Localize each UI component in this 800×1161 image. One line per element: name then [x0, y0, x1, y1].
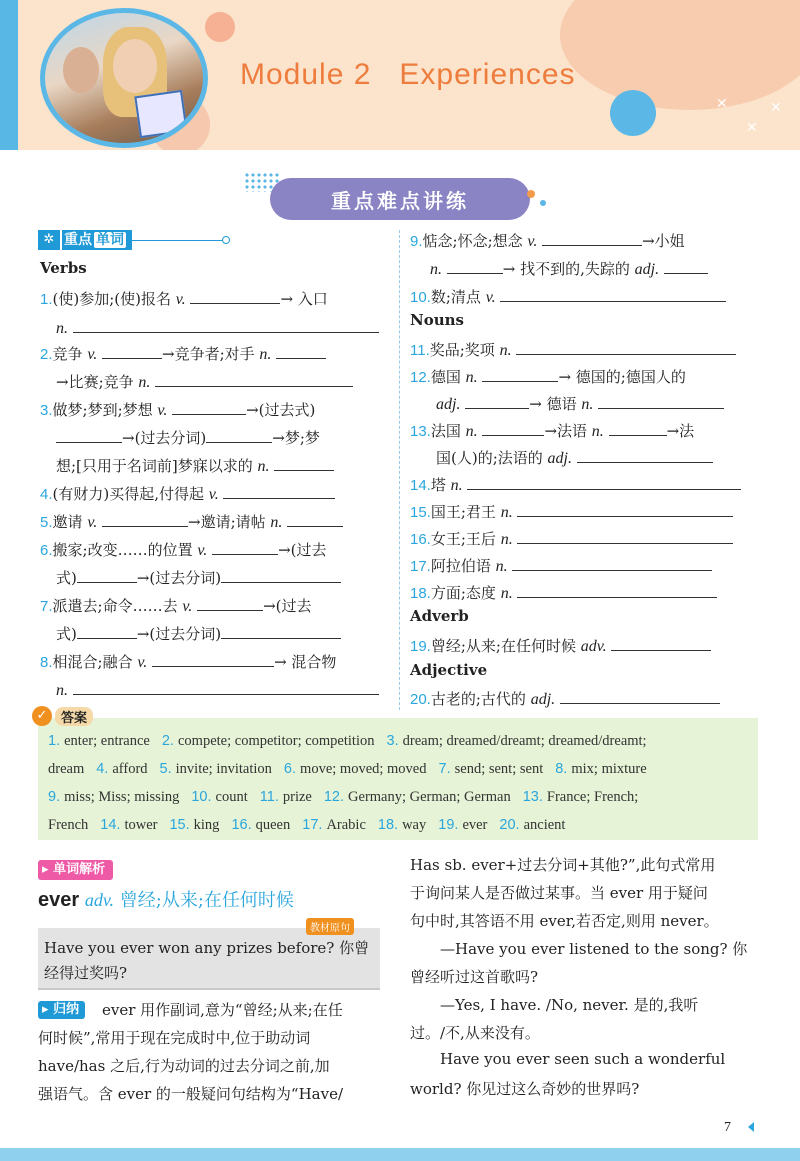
vocab-item-13: 13.法国 n. →法语 n. →法	[410, 422, 695, 440]
header-decor-circle	[610, 90, 656, 136]
answer-item: 16. queen	[231, 817, 291, 833]
vocab-item-18: 18.方面;态度 n.	[410, 583, 717, 604]
dialogue-line: 过。/不,从来没有。	[410, 1024, 540, 1042]
word-headword: ever adv. 曾经;从来;在任何时候	[38, 889, 294, 911]
vocab-item-9-cont: n. → 找不到的,失踪的 adj.	[430, 259, 708, 280]
vocab-item-12-cont: adj. → 德语 n.	[436, 394, 724, 415]
vocab-item-12: 12.德国 n. → 德国的;德国人的	[410, 368, 686, 386]
answer-item: 3. dream; dreamed/dreamt; dreamed/dreamt;	[386, 733, 647, 749]
answer-item: 17. Arabic	[302, 817, 366, 833]
answer-line	[48, 817, 577, 834]
vocab-item-17: 17.阿拉伯语 n.	[410, 556, 712, 577]
key-words-title: 重点 单词	[60, 230, 132, 250]
adverb-heading: Adverb	[410, 607, 469, 625]
answer-item: 12. Germany; German; German	[323, 789, 511, 805]
vocab-item-6-cont: 式) →(过去分词)	[56, 568, 341, 588]
answer-item: 1. enter; entrance	[48, 733, 150, 749]
answer-item: 8. mix; mixture	[555, 761, 647, 777]
vocab-item-10: 10.数;清点 v.	[410, 287, 726, 308]
vocab-item-9: 9.惦念;怀念;想念 v. →小姐	[410, 232, 685, 250]
page-number: 7	[724, 1120, 731, 1135]
answer-item: 6. move; moved; moved	[283, 761, 427, 777]
vocab-item-2: 2.竞争 v. →竞争者;对手 n.	[40, 344, 326, 365]
label-rule-end	[222, 236, 230, 244]
answer-item: 5. invite; invitation	[159, 761, 272, 777]
dialogue-line: 曾经听过这首歌吗?	[410, 968, 539, 986]
example-line: world? 你见过这么奇妙的世界吗?	[410, 1080, 640, 1098]
page-arrow-icon	[748, 1122, 754, 1132]
word-analysis-tag: ▸ 单词解析	[38, 860, 113, 880]
answer-item: 10. count	[191, 789, 248, 805]
answer-line	[48, 761, 659, 778]
adjective-heading: Adjective	[410, 661, 488, 679]
vocab-item-20: 20.古老的;古代的 adj.	[410, 689, 720, 710]
header-decor-blob	[560, 0, 800, 110]
answer-label: 答案	[55, 707, 93, 726]
answer-item: 20. ancient	[499, 817, 566, 833]
sparkle-icon: ✕	[716, 96, 728, 112]
header-decor-circle	[205, 12, 235, 42]
summary-line: Has sb. ever+过去分词+其他?”,此句式常用	[410, 856, 716, 874]
answer-item: 11. prize	[259, 789, 312, 805]
summary-tag: ▸ 归纳	[38, 1001, 85, 1019]
answer-line	[48, 789, 650, 806]
banner-decor-dot	[540, 200, 546, 206]
header-accent-stripe	[0, 0, 18, 150]
vocab-item-2-cont: →比赛;竞争 n.	[56, 372, 353, 393]
vocab-item-3-cont2: 想;[只用于名词前]梦寐以求的 n.	[56, 456, 334, 477]
module-title: Module 2 Experiences	[240, 58, 576, 91]
vocab-item-7: 7.派遣去;命令……去 v. →(过去	[40, 597, 312, 615]
answer-item: 18. way	[377, 817, 427, 833]
banner-decor-dot	[527, 190, 535, 198]
summary-line: 强语气。含 ever 的一般疑问句结构为“Have/	[38, 1085, 344, 1103]
answer-item: 14. tower	[100, 817, 158, 833]
verbs-heading: Verbs	[40, 259, 87, 277]
example-line: Have you ever seen such a wonderful	[440, 1050, 726, 1068]
answer-item: 9. miss; Miss; missing	[48, 789, 180, 805]
vocab-item-11: 11.奖品;奖项 n.	[410, 340, 736, 361]
answer-item: 2. compete; competitor; competition	[161, 733, 375, 749]
nouns-heading: Nouns	[410, 311, 464, 329]
vocab-item-3-cont: →(过去分词) →梦;梦	[56, 428, 320, 448]
answer-item: dream	[48, 761, 85, 777]
summary-line: ever 用作副词,意为“曾经;从来;在任	[102, 1001, 343, 1019]
answer-line	[48, 733, 659, 750]
summary-line: 句中时,其答语不用 ever,若否定,则用 never。	[410, 912, 719, 930]
answer-item: 15. king	[169, 817, 220, 833]
vocab-item-5: 5.邀请 v. →邀请;请帖 n.	[40, 512, 343, 533]
key-words-label	[38, 230, 230, 250]
vocab-item-6: 6.搬家;改变……的位置 v. →(过去	[40, 541, 327, 559]
answer-item: 7. send; sent; sent	[438, 761, 544, 777]
answer-item: French	[48, 817, 89, 833]
summary-line: 何时候”,常用于现在完成时中,位于助动词	[38, 1029, 311, 1047]
vocab-item-8-cont: n.	[56, 680, 379, 701]
dialogue-line: —Have you ever listened to the song? 你	[440, 940, 748, 958]
vocab-item-7-cont: 式) →(过去分词)	[56, 624, 341, 644]
example-sentence: Have you ever won any prizes before? 你曾	[44, 939, 370, 957]
vocab-item-15: 15.国王;君王 n.	[410, 502, 733, 523]
vocab-item-14: 14.塔 n.	[410, 475, 741, 496]
vocab-item-19: 19.曾经;从来;在任何时候 adv.	[410, 636, 711, 657]
answer-item: 19. ever	[438, 817, 488, 833]
answer-tag	[32, 706, 93, 726]
footer-bar	[0, 1148, 800, 1161]
sparkle-icon: ✕	[770, 100, 782, 116]
column-divider	[399, 230, 400, 710]
example-translation: 经得过奖吗?	[44, 964, 128, 982]
vocab-item-8: 8.相混合;融合 v. → 混合物	[40, 653, 337, 671]
vocab-item-13-cont: 国(人)的;法语的 adj.	[436, 448, 713, 469]
sparkle-icon: ✕	[746, 120, 758, 136]
answer-item: 13. France; French;	[522, 789, 639, 805]
page-header	[0, 0, 800, 150]
answer-item: 4. afford	[96, 761, 148, 777]
section-title: 重点难点讲练	[331, 189, 469, 213]
summary-line: 于询问某人是否做过某事。当 ever 用于疑问	[410, 884, 708, 902]
label-rule	[132, 240, 222, 241]
vocab-item-1: 1.(使)参加;(使)报名 v. → 入口	[40, 290, 328, 308]
vocab-item-4: 4.(有财力)买得起,付得起 v.	[40, 484, 335, 505]
summary-line: have/has 之后,行为动词的过去分词之前,加	[38, 1057, 330, 1075]
textbook-sentence-badge: 教材原句	[306, 918, 354, 935]
dialogue-line: —Yes, I have. /No, never. 是的,我听	[440, 996, 699, 1014]
students-photo	[40, 8, 208, 148]
vocab-item-3: 3.做梦;梦到;梦想 v. →(过去式)	[40, 401, 316, 419]
check-icon: ✓	[32, 706, 52, 726]
vocab-item-16: 16.女王;王后 n.	[410, 529, 733, 550]
vocab-item-1-cont: n.	[56, 318, 379, 339]
sparkle-icon: ✲	[38, 230, 60, 250]
